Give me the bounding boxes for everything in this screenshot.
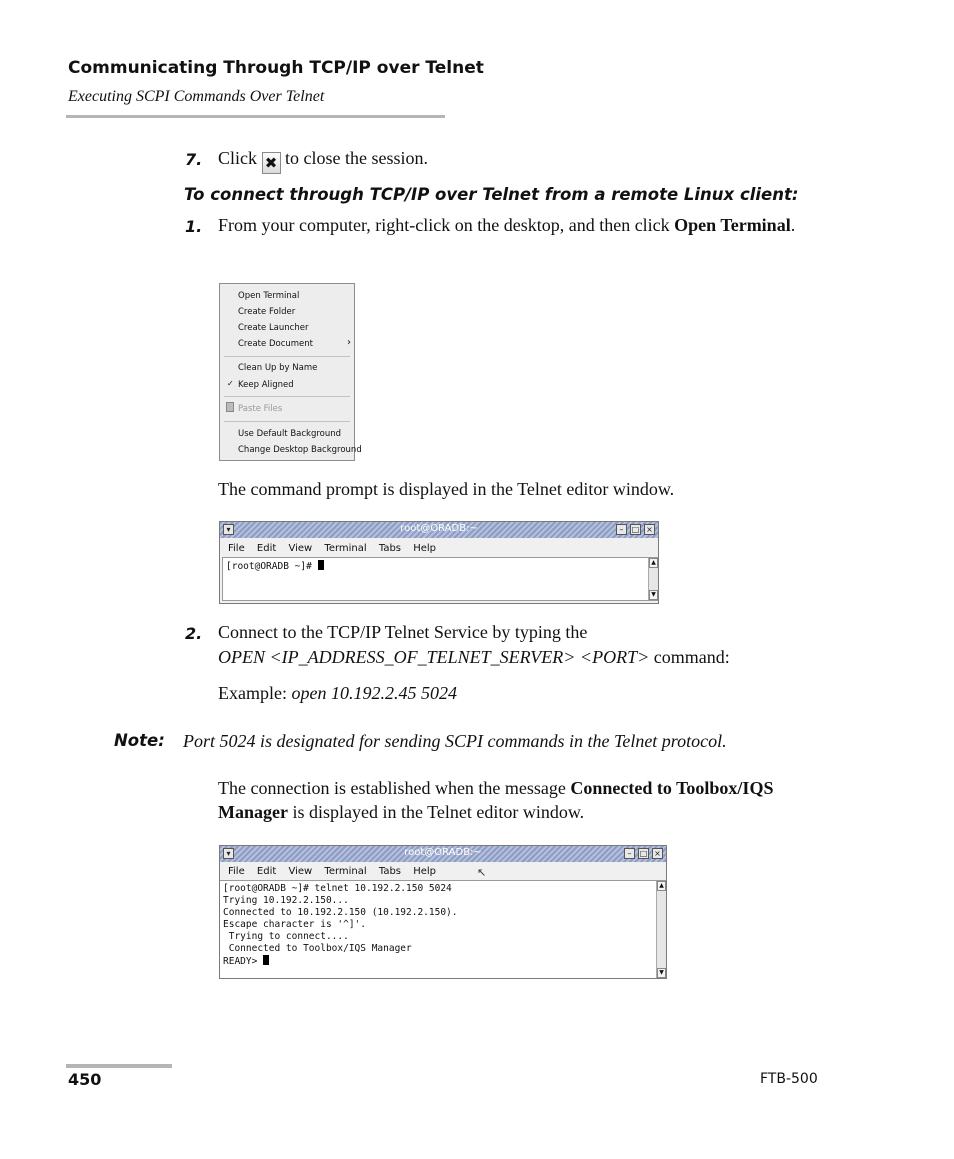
window-title: root@ORADB:~ — [400, 523, 478, 534]
menu-tabs[interactable]: Tabs — [378, 866, 401, 877]
terminal-line: [root@ORADB ~]# — [226, 561, 318, 572]
minimize-icon[interactable]: – — [616, 524, 627, 535]
menu-item-open-terminal[interactable]: Open Terminal — [238, 291, 300, 301]
step-2-line-2 — [218, 645, 730, 669]
text-cursor — [263, 955, 269, 965]
scroll-down-icon[interactable]: ▼ — [657, 968, 666, 978]
menu-separator — [224, 396, 350, 397]
step-7-after: to close the session. — [285, 148, 428, 168]
terminal-window-2 — [219, 845, 667, 979]
menu-help[interactable]: Help — [413, 866, 436, 877]
menu-item-default-background[interactable]: Use Default Background — [238, 429, 342, 439]
prompt-description: The command prompt is displayed in the Telnet editor window. — [218, 479, 675, 499]
minimize-icon[interactable]: – — [624, 848, 635, 859]
terminal-line: READY> — [223, 956, 264, 967]
connection-message: Connected to Toolbox/IQS Manager — [218, 778, 774, 822]
title-bar — [220, 522, 658, 538]
connection-part-2: is displayed in the Telnet editor window. — [287, 802, 585, 822]
menu-item-create-document[interactable]: Create Document — [238, 339, 313, 349]
terminal-line: Connected to 10.192.2.150 (10.192.2.150). — [223, 907, 458, 918]
menu-view[interactable]: View — [288, 543, 313, 554]
terminal-menubar — [228, 543, 445, 554]
connection-paragraph — [218, 776, 788, 824]
section-subtitle: Executing SCPI Commands Over Telnet — [68, 88, 325, 105]
menu-separator — [224, 356, 350, 357]
procedure-heading: To connect through TCP/IP over Telnet from a remote Linux client: — [184, 185, 799, 204]
terminal-window-1 — [219, 521, 659, 604]
check-icon: ✓ — [227, 379, 234, 388]
menu-separator — [224, 421, 350, 422]
product-name: FTB-500 — [760, 1071, 818, 1087]
window-menu-icon[interactable]: ▾ — [223, 848, 234, 859]
scroll-down-icon[interactable]: ▼ — [649, 590, 658, 600]
menu-item-create-launcher[interactable]: Create Launcher — [238, 323, 309, 333]
window-title: root@ORADB:~ — [404, 847, 482, 858]
terminal-line: Trying 10.192.2.150... — [223, 895, 349, 906]
text-cursor — [318, 560, 324, 570]
scrollbar[interactable] — [656, 881, 666, 978]
connection-part-1: The connection is established when the message — [218, 778, 571, 798]
step-7-text — [218, 146, 428, 174]
note-label: Note: — [114, 731, 165, 750]
terminal-menubar — [228, 866, 445, 877]
step-7-number: 7. — [185, 150, 203, 169]
step-1-number: 1. — [185, 217, 203, 236]
terminal-line: Connected to Toolbox/IQS Manager — [223, 943, 412, 954]
scroll-up-icon[interactable]: ▲ — [657, 881, 666, 891]
terminal-line: [root@ORADB ~]# telnet 10.192.2.150 5024 — [223, 883, 452, 894]
menu-item-paste-files: Paste Files — [238, 404, 283, 414]
example-line — [218, 681, 457, 705]
header-rule — [66, 115, 445, 118]
menu-view[interactable]: View — [288, 866, 313, 877]
menu-file[interactable]: File — [228, 866, 245, 877]
menu-terminal[interactable]: Terminal — [324, 543, 367, 554]
step-1-body: From your computer, right-click on the desktop, and then click — [218, 215, 675, 235]
open-command-syntax: OPEN <IP_ADDRESS_OF_TELNET_SERVER> <PORT> — [218, 647, 650, 667]
terminal-prompt-line — [223, 955, 663, 968]
terminal-line: Trying to connect.... — [223, 931, 349, 942]
menu-help[interactable]: Help — [413, 543, 436, 554]
menu-edit[interactable]: Edit — [256, 866, 277, 877]
example-value: open 10.192.2.45 5024 — [291, 683, 457, 703]
close-icon: ✖ — [262, 152, 281, 174]
window-menu-icon[interactable]: ▾ — [223, 524, 234, 535]
maximize-icon[interactable]: □ — [631, 525, 640, 534]
terminal-output[interactable] — [220, 880, 666, 978]
scrollbar[interactable] — [648, 558, 658, 600]
note-text: Port 5024 is designated for sending SCPI commands in the Telnet protocol. — [183, 731, 727, 751]
menu-item-clean-up[interactable]: Clean Up by Name — [238, 363, 318, 373]
menu-item-create-folder[interactable]: Create Folder — [238, 307, 296, 317]
page-number: 450 — [68, 1070, 102, 1089]
step-1-text — [218, 213, 818, 237]
close-icon[interactable]: × — [652, 848, 663, 859]
terminal-output[interactable] — [222, 557, 658, 601]
menu-item-change-background[interactable]: Change Desktop Background — [238, 445, 362, 455]
step-1-end: . — [790, 215, 796, 235]
terminal-line: Escape character is '^]'. — [223, 919, 366, 930]
scroll-up-icon[interactable]: ▲ — [649, 558, 658, 568]
chapter-title: Communicating Through TCP/IP over Telnet — [68, 58, 484, 78]
step-2-line-1: Connect to the TCP/IP Telnet Service by typing the — [218, 622, 588, 642]
menu-item-keep-aligned[interactable]: Keep Aligned — [238, 380, 294, 390]
menu-tabs[interactable]: Tabs — [378, 543, 401, 554]
clipboard-icon — [226, 402, 234, 412]
mouse-pointer-icon: ↖ — [477, 866, 487, 879]
step-7-before: Click — [218, 148, 257, 168]
menu-terminal[interactable]: Terminal — [324, 866, 367, 877]
maximize-icon[interactable]: □ — [639, 849, 648, 858]
submenu-arrow-icon: › — [347, 337, 351, 348]
menu-file[interactable]: File — [228, 543, 245, 554]
title-bar — [220, 846, 666, 862]
desktop-context-menu — [219, 283, 362, 461]
example-label: Example: — [218, 683, 292, 703]
step-2-number: 2. — [185, 624, 203, 643]
footer-rule — [66, 1064, 172, 1068]
menu-edit[interactable]: Edit — [256, 543, 277, 554]
close-icon[interactable]: × — [644, 524, 655, 535]
step-2-line-2-end: command: — [649, 647, 730, 667]
step-1-bold: Open Terminal — [674, 215, 791, 235]
